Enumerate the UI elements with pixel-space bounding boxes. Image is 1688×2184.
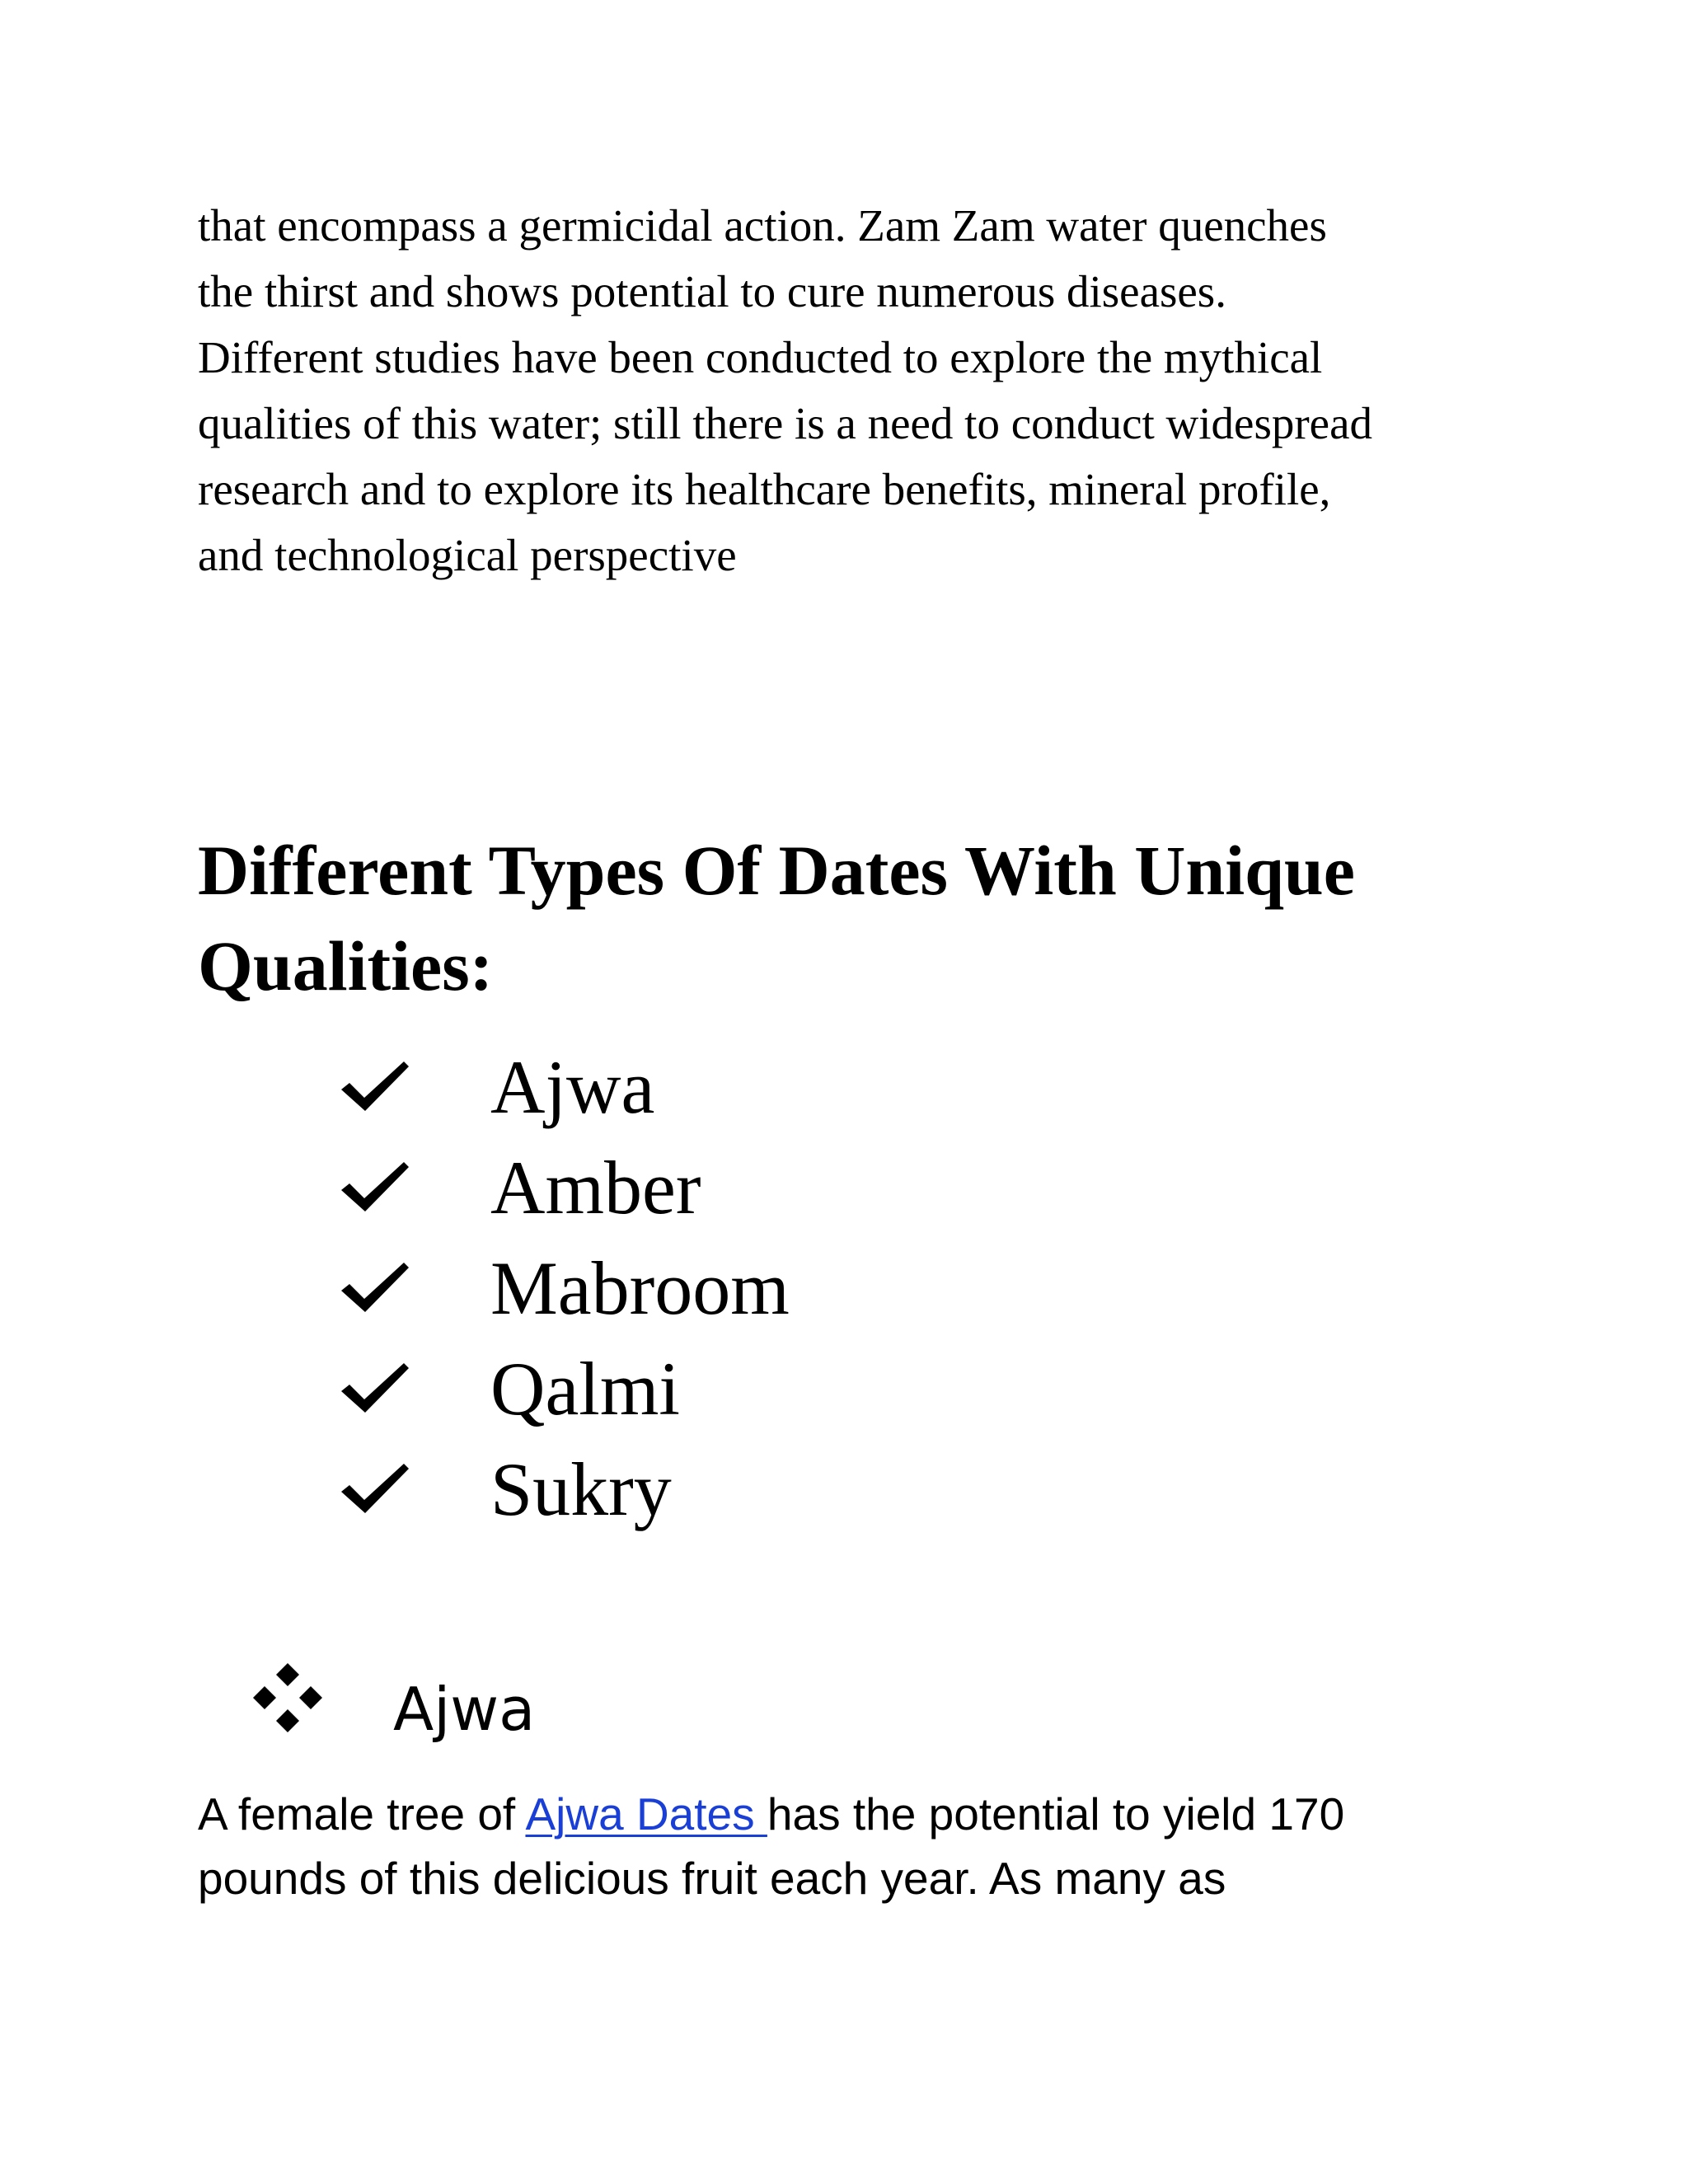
ajwa-paragraph xyxy=(198,1782,1582,1910)
section-heading xyxy=(198,823,1599,1014)
diamond-cluster-icon xyxy=(251,1661,324,1734)
list-item xyxy=(338,1137,701,1238)
subheading-title: Ajwa xyxy=(393,1675,536,1744)
paragraph-line: Different studies have been conducted to explore the mythical xyxy=(198,332,1323,382)
paragraph-line: that encompass a germicidal action. Zam Zam water quenches xyxy=(198,200,1327,251)
date-type-label: Sukry xyxy=(490,1447,672,1531)
check-icon xyxy=(338,1360,412,1418)
date-type-label: Amber xyxy=(490,1146,701,1230)
heading-line: Qualities: xyxy=(198,926,494,1005)
date-type-label: Qalmi xyxy=(490,1347,680,1431)
heading-line: Different Types Of Dates With Unique xyxy=(198,831,1355,910)
ajwa-dates-link[interactable]: Ajwa Dates xyxy=(525,1788,767,1840)
text-run: has the potential to yield 170 xyxy=(767,1788,1345,1840)
intro-paragraph xyxy=(198,193,1550,588)
date-type-label: Mabroom xyxy=(490,1246,790,1330)
date-types-checklist xyxy=(338,1037,790,1540)
ajwa-subheading xyxy=(251,1657,911,1755)
list-item xyxy=(338,1439,672,1540)
check-icon xyxy=(338,1058,412,1116)
date-type-label: Ajwa xyxy=(490,1045,655,1129)
paragraph-line: and technological perspective xyxy=(198,530,737,580)
paragraph-line: pounds of this delicious fruit each year. As many as xyxy=(198,1853,1226,1904)
check-icon xyxy=(338,1259,412,1317)
list-item xyxy=(338,1037,655,1137)
paragraph-line: research and to explore its healthcare benefits, mineral profile, xyxy=(198,464,1331,514)
list-item xyxy=(338,1238,790,1338)
list-item xyxy=(338,1338,680,1439)
paragraph-line: qualities of this water; still there is a need to conduct widespread xyxy=(198,398,1373,448)
check-icon xyxy=(338,1460,412,1518)
paragraph-line: the thirst and shows potential to cure numerous diseases. xyxy=(198,266,1226,316)
paragraph-line xyxy=(198,1782,1582,1846)
check-icon xyxy=(338,1159,412,1216)
text-run: A female tree of xyxy=(198,1788,526,1840)
